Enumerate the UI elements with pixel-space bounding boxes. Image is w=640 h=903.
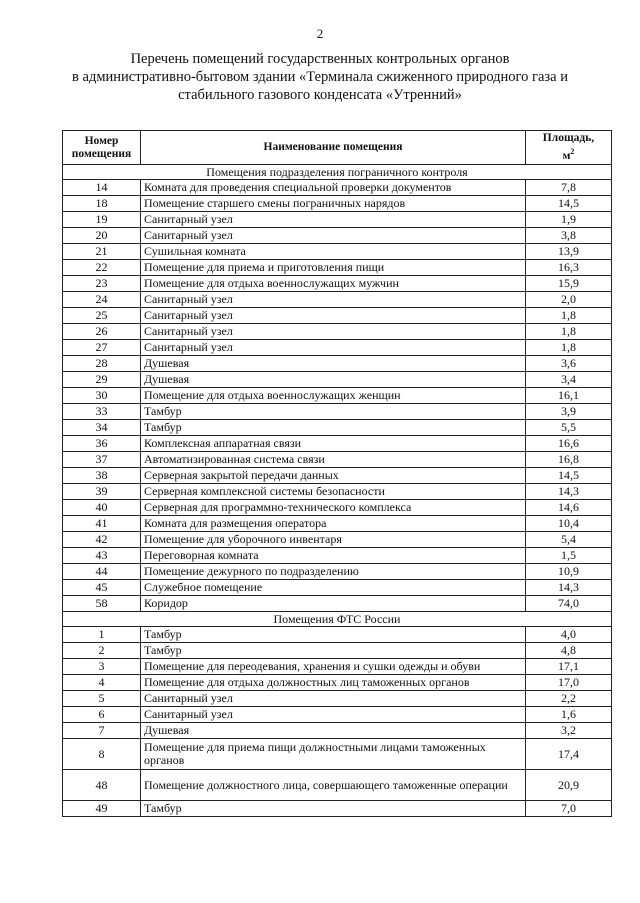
room-number-cell: 42: [63, 532, 141, 548]
room-name-cell: Санитарный узел: [141, 212, 526, 228]
room-number-cell: 26: [63, 324, 141, 340]
room-area-cell: 1,6: [526, 707, 612, 723]
room-name-cell: Душевая: [141, 356, 526, 372]
room-number-cell: 43: [63, 548, 141, 564]
room-number-cell: 45: [63, 580, 141, 596]
table-row: [63, 548, 612, 564]
table-row: [63, 356, 612, 372]
room-name-cell: Санитарный узел: [141, 340, 526, 356]
section-header-row: [63, 612, 612, 627]
room-name-cell: Тамбур: [141, 420, 526, 436]
room-area-cell: 2,2: [526, 691, 612, 707]
room-number-cell: 20: [63, 228, 141, 244]
room-number-cell: 41: [63, 516, 141, 532]
room-area-cell: 4,0: [526, 627, 612, 643]
room-number-cell: 40: [63, 500, 141, 516]
table-row: [63, 659, 612, 675]
table-row: [63, 180, 612, 196]
table-row: [63, 596, 612, 612]
room-number-cell: 28: [63, 356, 141, 372]
room-name-cell: Санитарный узел: [141, 324, 526, 340]
room-area-cell: 14,5: [526, 468, 612, 484]
table-row: [63, 675, 612, 691]
room-number-cell: 38: [63, 468, 141, 484]
table-row: [63, 516, 612, 532]
room-number-cell: 49: [63, 801, 141, 817]
room-number-cell: 7: [63, 723, 141, 739]
room-name-cell: Душевая: [141, 372, 526, 388]
table-row: [63, 564, 612, 580]
room-name-cell: Помещение для отдыха военнослужащих мужчин: [141, 276, 526, 292]
header-area-unit: м: [562, 149, 571, 162]
title-line: стабильного газового конденсата «Утренний»: [178, 87, 462, 103]
table-row: [63, 643, 612, 659]
room-number-cell: 58: [63, 596, 141, 612]
room-area-cell: 1,9: [526, 212, 612, 228]
table-row: [63, 388, 612, 404]
room-name-cell: Помещение для отдыха военнослужащих женщин: [141, 388, 526, 404]
room-area-cell: 16,1: [526, 388, 612, 404]
header-room-number: Номер помещения: [63, 131, 141, 165]
room-area-cell: 17,0: [526, 675, 612, 691]
table-row: [63, 500, 612, 516]
room-area-cell: 10,9: [526, 564, 612, 580]
room-name-cell: Тамбур: [141, 801, 526, 817]
room-number-cell: 5: [63, 691, 141, 707]
room-area-cell: 5,4: [526, 532, 612, 548]
room-name-cell: Серверная комплексной системы безопасности: [141, 484, 526, 500]
room-area-cell: 10,4: [526, 516, 612, 532]
table-row: [63, 372, 612, 388]
room-area-cell: 7,0: [526, 801, 612, 817]
section-title: Помещения ФТС России: [63, 612, 612, 627]
room-name-cell: Душевая: [141, 723, 526, 739]
room-name-cell: Коридор: [141, 596, 526, 612]
room-area-cell: 16,8: [526, 452, 612, 468]
room-area-cell: 15,9: [526, 276, 612, 292]
room-number-cell: 6: [63, 707, 141, 723]
room-name-cell: Сушильная комната: [141, 244, 526, 260]
table-row: [63, 468, 612, 484]
table-row: [63, 324, 612, 340]
room-number-cell: 25: [63, 308, 141, 324]
room-area-cell: 14,3: [526, 484, 612, 500]
table-row: [63, 260, 612, 276]
room-name-cell: Тамбур: [141, 643, 526, 659]
room-number-cell: 33: [63, 404, 141, 420]
room-area-cell: 14,5: [526, 196, 612, 212]
room-area-cell: 3,4: [526, 372, 612, 388]
room-area-cell: 2,0: [526, 292, 612, 308]
table-row: [63, 420, 612, 436]
room-name-cell: Комплексная аппаратная связи: [141, 436, 526, 452]
room-area-cell: 3,6: [526, 356, 612, 372]
table-row: [63, 436, 612, 452]
table-row: [63, 707, 612, 723]
room-number-cell: 22: [63, 260, 141, 276]
room-number-cell: 27: [63, 340, 141, 356]
room-name-cell: Санитарный узел: [141, 228, 526, 244]
room-name-cell: Санитарный узел: [141, 308, 526, 324]
room-number-cell: 19: [63, 212, 141, 228]
room-number-cell: 3: [63, 659, 141, 675]
room-area-cell: 13,9: [526, 244, 612, 260]
table-row: [63, 801, 612, 817]
room-number-cell: 39: [63, 484, 141, 500]
room-area-cell: 17,4: [526, 739, 612, 770]
room-number-cell: 48: [63, 770, 141, 801]
room-name-cell: Помещение для уборочного инвентаря: [141, 532, 526, 548]
room-number-cell: 2: [63, 643, 141, 659]
room-name-cell: Тамбур: [141, 404, 526, 420]
table-row: [63, 212, 612, 228]
room-area-cell: 14,6: [526, 500, 612, 516]
table-row: [63, 723, 612, 739]
room-area-cell: 1,8: [526, 340, 612, 356]
room-name-cell: Тамбур: [141, 627, 526, 643]
room-number-cell: 37: [63, 452, 141, 468]
room-number-cell: 24: [63, 292, 141, 308]
room-name-cell: Помещение для приема пищи должностными лицами таможенных органов: [141, 739, 526, 770]
header-area-unit-exponent: 2: [570, 147, 575, 157]
room-area-cell: 3,2: [526, 723, 612, 739]
table-row: [63, 228, 612, 244]
room-area-cell: 1,5: [526, 548, 612, 564]
room-name-cell: Комната для размещения оператора: [141, 516, 526, 532]
room-area-cell: 16,6: [526, 436, 612, 452]
room-name-cell: Помещение старшего смены пограничных нарядов: [141, 196, 526, 212]
table-row: [63, 404, 612, 420]
section-title: Помещения подразделения пограничного контроля: [63, 165, 612, 180]
room-name-cell: Помещение дежурного по подразделению: [141, 564, 526, 580]
table-row: [63, 244, 612, 260]
title-line: в административно-бытовом здании «Терминала сжиженного природного газа и: [72, 69, 568, 85]
room-number-cell: 30: [63, 388, 141, 404]
title-line: Перечень помещений государственных контрольных органов: [130, 51, 510, 67]
room-number-cell: 44: [63, 564, 141, 580]
room-number-cell: 1: [63, 627, 141, 643]
table-row: [63, 452, 612, 468]
header-room-name: Наименование помещения: [141, 131, 526, 165]
table-row: [63, 196, 612, 212]
room-area-cell: 4,8: [526, 643, 612, 659]
table-row: [63, 691, 612, 707]
table-row: [63, 484, 612, 500]
room-number-cell: 34: [63, 420, 141, 436]
header-area: [526, 131, 612, 165]
room-area-cell: 3,8: [526, 228, 612, 244]
table-row: [63, 580, 612, 596]
room-area-cell: 20,9: [526, 770, 612, 801]
room-number-cell: 21: [63, 244, 141, 260]
room-number-cell: 18: [63, 196, 141, 212]
room-number-cell: 14: [63, 180, 141, 196]
room-number-cell: 23: [63, 276, 141, 292]
document-title: [40, 50, 600, 104]
room-name-cell: Служебное помещение: [141, 580, 526, 596]
room-name-cell: Помещение должностного лица, совершающего таможенные операции: [141, 770, 526, 801]
room-name-cell: Помещение для отдыха должностных лиц таможенных органов: [141, 675, 526, 691]
room-area-cell: 3,9: [526, 404, 612, 420]
rooms-table-body: [63, 165, 612, 817]
page-number: 2: [316, 26, 324, 41]
room-area-cell: 7,8: [526, 180, 612, 196]
room-area-cell: 74,0: [526, 596, 612, 612]
room-area-cell: 1,8: [526, 324, 612, 340]
room-name-cell: Санитарный узел: [141, 691, 526, 707]
room-number-cell: 29: [63, 372, 141, 388]
table-row: [63, 276, 612, 292]
room-area-cell: 5,5: [526, 420, 612, 436]
room-name-cell: Комната для проведения специальной проверки документов: [141, 180, 526, 196]
room-number-cell: 8: [63, 739, 141, 770]
table-row: [63, 292, 612, 308]
room-name-cell: Серверная закрытой передачи данных: [141, 468, 526, 484]
room-name-cell: Санитарный узел: [141, 292, 526, 308]
room-name-cell: Автоматизированная система связи: [141, 452, 526, 468]
table-row: [63, 627, 612, 643]
table-row: [63, 308, 612, 324]
room-area-cell: 14,3: [526, 580, 612, 596]
room-name-cell: Санитарный узел: [141, 707, 526, 723]
room-name-cell: Переговорная комната: [141, 548, 526, 564]
header-area-label: Площадь,: [542, 132, 595, 145]
table-row: [63, 739, 612, 770]
section-header-row: [63, 165, 612, 180]
room-area-cell: 1,8: [526, 308, 612, 324]
table-row: [63, 340, 612, 356]
table-row: [63, 770, 612, 801]
room-area-cell: 17,1: [526, 659, 612, 675]
rooms-table: [62, 130, 612, 817]
room-area-cell: 16,3: [526, 260, 612, 276]
room-number-cell: 4: [63, 675, 141, 691]
room-number-cell: 36: [63, 436, 141, 452]
table-row: [63, 532, 612, 548]
room-name-cell: Помещение для переодевания, хранения и сушки одежды и обуви: [141, 659, 526, 675]
room-name-cell: Помещение для приема и приготовления пищи: [141, 260, 526, 276]
room-name-cell: Серверная для программно-технического комплекса: [141, 500, 526, 516]
